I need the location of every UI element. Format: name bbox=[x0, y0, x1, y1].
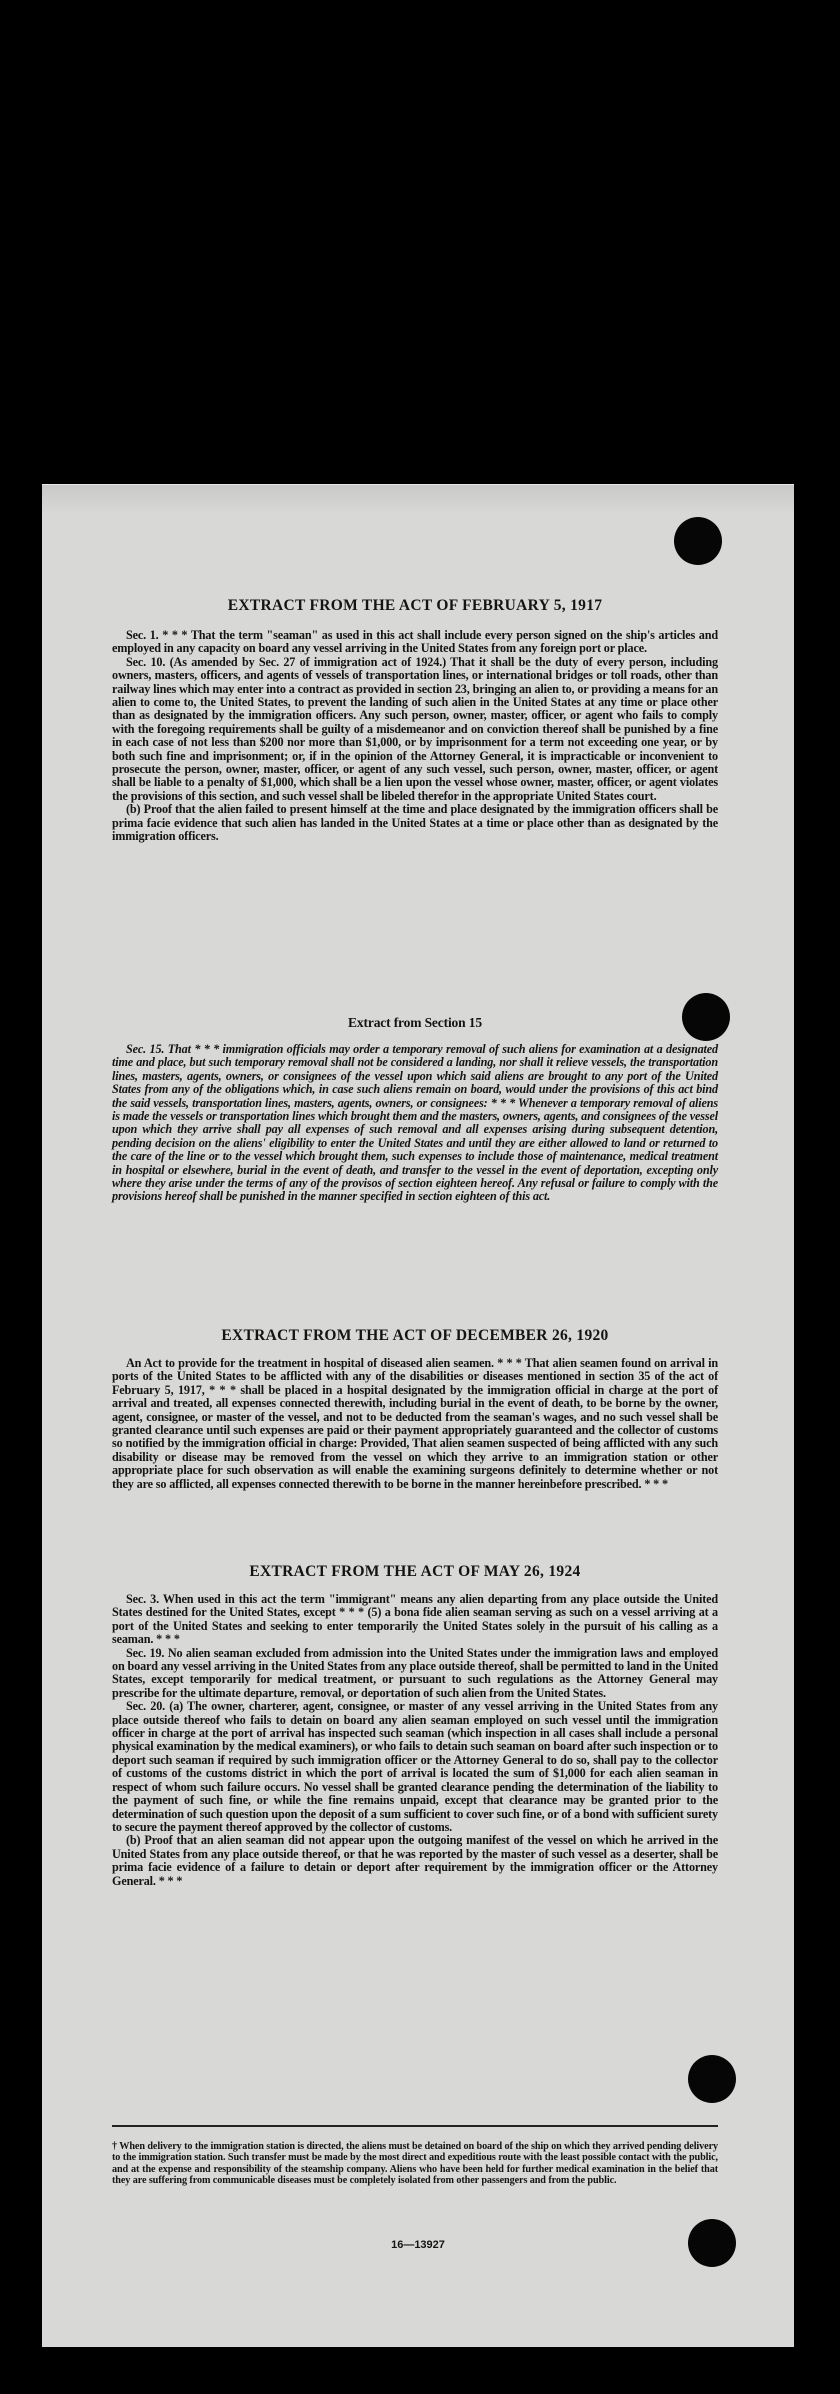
footnote-divider bbox=[112, 2125, 718, 2127]
section-heading: EXTRACT FROM THE ACT OF DECEMBER 26, 1920 bbox=[221, 1327, 609, 1344]
paragraph: An Act to provide for the treatment in hospital of diseased alien seamen. * * * That alien seamen found on arrival in ports of the United States to be afflicted with any of the disabilities or diseases mentioned in section 35 of the act of February 5, 1917, * * * shall be placed in a hospital designated by the immigration official in charge at the port of arrival and treated, all expenses connected therewith, including burial in the event of death, to be borne by the owner, agent, consignee, or master of the vessel, and not to be deducted from the seaman's wages, and no such vessel shall be granted clearance until such expenses are paid or their payment appropriately guaranteed and the collector of customs so notified by the immigration official in charge: Provided, That alien seamen suspected of being afflicted with any such disability or disease may be removed from the vessel on which they arrive to an immigration station or other appropriate place for such observation as will enable the examining surgeons definitely to determine whether or not they are so afflicted, all expenses connected therewith to be borne in the manner hereinbefore prescribed. * * * bbox=[112, 1356, 718, 1491]
paragraph: Sec. 20. (a) The owner, charterer, agent, consignee, or master of any vessel arriving in the United States from any place outside thereof who fails to detain on board any alien seaman employed on such vessel until the immigration officer in charge at the port of arrival has inspected such seaman (which inspection in all cases shall include a personal physical examination by the medical examiners), or who fails to detain such seaman on board after such inspection or to deport such seaman if required by such immigration officer or the Attorney General to do so, shall pay to the collector of customs of the customs district in which the port of arrival is located the sum of $1,000 for each alien seaman in respect of whom such failure occurs. No vessel shall be granted clearance pending the determination of the liability to the payment of such fine, or while the fine remains unpaid, except that clearance may be granted prior to the determination of such question upon the deposit of a sum sufficient to cover such fine, or of a bond with sufficient surety to secure the payment thereof approved by the collector of customs. bbox=[112, 1699, 718, 1834]
section-heading: Extract from Section 15 bbox=[348, 1015, 482, 1030]
paragraph: Sec. 15. That * * * immigration officials may order a temporary removal of such aliens for examination at a designated time and place, but such temporary removal shall not be considered a landing, nor shall it relieve vessels, the transportation lines, masters, agents, owners, or consignees of the vessel upon which said aliens are brought to any port of the United States from any of the obligations which, in case such aliens remain on board, would under the provisions of this act bind the said vessels, transportation lines, masters, agents, owners, or consignees: * * * Whenever a temporary removal of aliens is made the vessels or transportation lines which brought them and the masters, owners, agents, and consignees of the vessel upon which they arrive shall pay all expenses of such removal and all expenses arising during subsequent detention, pending decision on the aliens' eligibility to enter the United States and until they are either allowed to land or returned to the care of the line or to the vessel which brought them, such expenses to include those of maintenance, medical treatment in hospital or elsewhere, burial in the event of death, and transfer to the vessel in the event of deportation, excepting only where they arise under the terms of any of the provisos of section eighteen hereof. Any refusal or failure to comply with the provisions hereof shall be punished in the manner specified in section eighteen of this act. bbox=[112, 1042, 718, 1204]
paragraph: (b) Proof that the alien failed to present himself at the time and place designated by the immigration officers shall be prima facie evidence that such alien has landed in the United States at a time or place other than as designated by the immigration officers. bbox=[112, 802, 718, 844]
act-1917-block bbox=[112, 597, 718, 844]
document-page bbox=[42, 484, 794, 2347]
paragraph: Sec. 1. * * * That the term "seaman" as used in this act shall include every person signed on the ship's articles and employed in any capacity on board any vessel arriving in the United States from any foreign port or place. bbox=[112, 628, 718, 656]
section-heading: EXTRACT FROM THE ACT OF FEBRUARY 5, 1917 bbox=[227, 597, 603, 614]
paragraph: Sec. 10. (As amended by Sec. 27 of immigration act of 1924.) That it shall be the duty of every person, including owners, masters, officers, and agents of vessels of transportation lines, or international bridges or toll roads, other than railway lines which may enter into a contract as provided in section 23, bringing an alien to, or providing a means for an alien to come to, the United States, to prevent the landing of such alien in the United States at any time or place other than as designated by the immigration officers. Any such person, owner, master, officer, or agent who fails to comply with the foregoing requirements shall be guilty of a misdemeanor and on conviction thereof shall be punished by a fine in each case of not less than $200 nor more than $1,000, or by imprisonment for a term not exceeding one year, or by both such fine and imprisonment; or, if in the opinion of the Attorney General, it is impracticable or inconvenient to prosecute the person, owner, master, officer, or agent of any such vessel, such person, owner, master, officer, or agent shall be liable to a penalty of $1,000, which shall be a lien upon the vessel whose owner, master, officer, or agent violates the provisions of this section, and such vessel shall be libeled therefor in the appropriate United States court. bbox=[112, 654, 718, 803]
act-1924-block bbox=[112, 1563, 718, 1888]
punch-hole bbox=[688, 2055, 736, 2103]
form-code: 16—13927 bbox=[391, 2239, 445, 2251]
punch-hole bbox=[674, 517, 722, 565]
paragraph: Sec. 19. No alien seaman excluded from admission into the United States under the immigration laws and employed on board any vessel arriving in the United States from any place outside thereof, shall be permitted to land in the United States, except temporarily for medical treatment, or pursuant to such regulations as the Attorney General may prescribe for the ultimate departure, removal, or deportation of such alien from the United States. bbox=[112, 1645, 718, 1700]
section-heading: EXTRACT FROM THE ACT OF MAY 26, 1924 bbox=[249, 1563, 581, 1580]
paragraph: Sec. 3. When used in this act the term "immigrant" means any alien departing from any place outside the United States destined for the United States, except * * * (5) a bona fide alien seaman serving as such on a vessel arriving at a port of the United States and seeking to enter temporarily the United States solely in the pursuit of his calling as a seaman. * * * bbox=[112, 1592, 718, 1647]
act-1920-block bbox=[112, 1327, 718, 1491]
section-15-block bbox=[112, 1015, 718, 1204]
paragraph: (b) Proof that an alien seaman did not appear upon the outgoing manifest of the vessel on which he arrived in the United States from any place outside thereof, or that he was reported by the master of such vessel as a deserter, shall be prima facie evidence of a failure to detain or deport after requirement by the immigration officer or the Attorney General. * * * bbox=[112, 1833, 718, 1888]
footnote: † When delivery to the immigration station is directed, the aliens must be detained on board of the ship on which they arrived pending delivery to the immigration station. Such transfer must be made by the most direct and expeditious route with the least possible contact with the public, and at the expense and responsibility of the steamship company. Aliens who have been held for further medical examination in the belief that they are suffering from communicable diseases must be completely isolated from other passengers and from the public. bbox=[112, 2141, 718, 2186]
